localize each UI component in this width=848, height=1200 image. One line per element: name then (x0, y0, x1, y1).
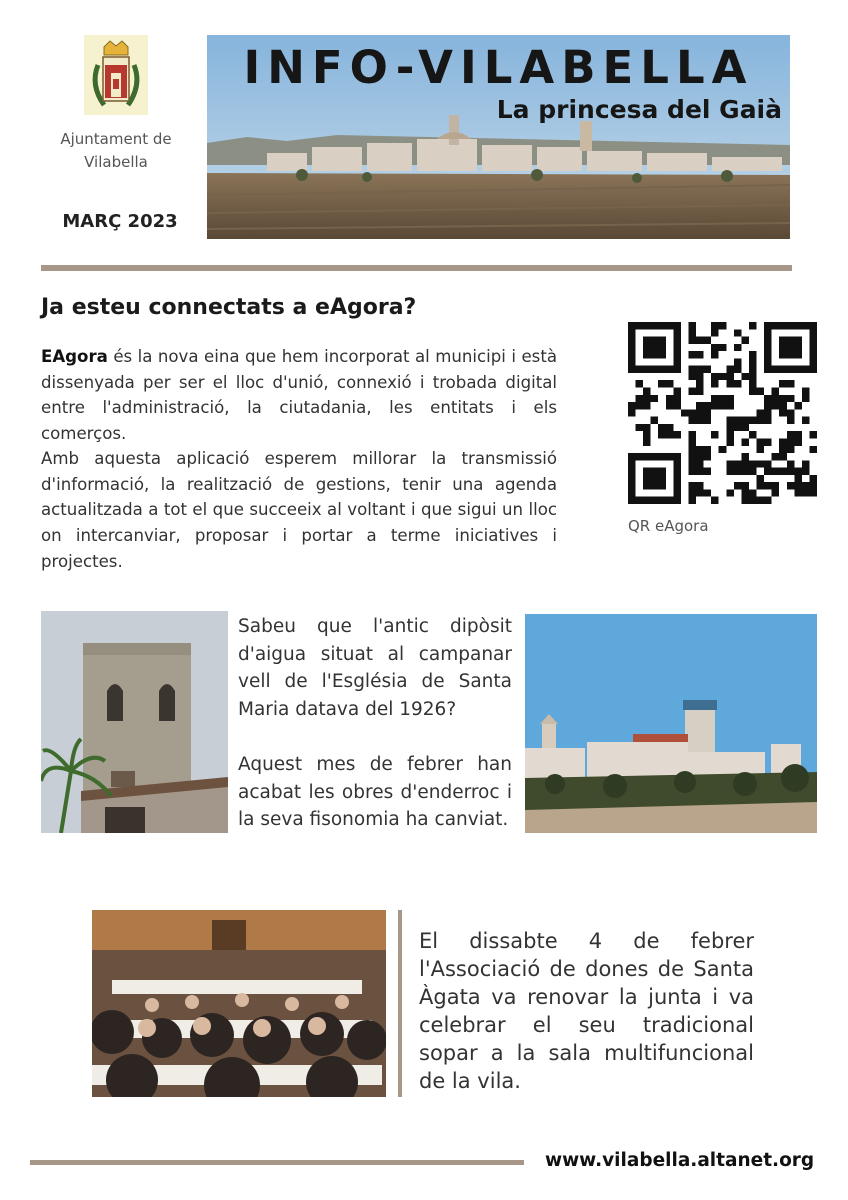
eagora-paragraph-1-text: és la nova eina que hem incorporat al municipi i està dissenyada per ser el lloc d'unió, connexió i trobada digital entre l'administració, la ciutadania, les entitats i els comerços. (41, 347, 557, 444)
newsletter-subtitle: La princesa del Gaià (496, 95, 782, 124)
qr-code-image (628, 322, 817, 504)
council-name: Ajuntament de Vilabella (60, 130, 172, 171)
vertical-divider (398, 910, 402, 1097)
tower-text-1: Sabeu que l'antic dipòsit d'aigua situat al campanar vell de l'Església de Santa Maria datava del 1926? (238, 616, 512, 720)
newsletter-title: INFO-VILABELLA (243, 41, 754, 94)
website-link[interactable]: www.vilabella.altanet.org (545, 1150, 815, 1171)
eagora-paragraph-1 (41, 344, 557, 447)
dinner-photo (92, 910, 386, 1097)
tower-text-2: Aquest mes de febrer han acabat les obres d'enderroc i la seva fisonomia ha canviat. (238, 754, 512, 830)
bottom-divider (30, 1160, 524, 1165)
bell-tower-photo (41, 611, 228, 833)
qr-caption: QR eAgora (628, 517, 709, 535)
municipal-crest (84, 35, 148, 115)
town-skyline-photo (525, 614, 817, 833)
issue-date: MARÇ 2023 (62, 211, 178, 232)
qr-code[interactable] (628, 322, 817, 504)
eagora-paragraph-2: Amb aquesta aplicació esperem millorar la transmissió d'informació, la realització de gestions, tenir una agenda actualitzada a tot el que succeeix al voltant i que sigui un lloc on intercanviar, proposar i portar a terme iniciatives i projectes. (41, 449, 557, 571)
section-heading: Ja esteu connectats a eAgora? (41, 295, 417, 320)
dones-text: El dissabte 4 de febrer l'Associació de dones de Santa Àgata va renovar la junta i va celebrar el seu tradicional sopar a la sala multifuncional de la vila. (419, 929, 754, 1093)
header-banner (207, 35, 790, 239)
top-divider (41, 265, 792, 271)
eagora-lead: EAgora (41, 347, 108, 366)
